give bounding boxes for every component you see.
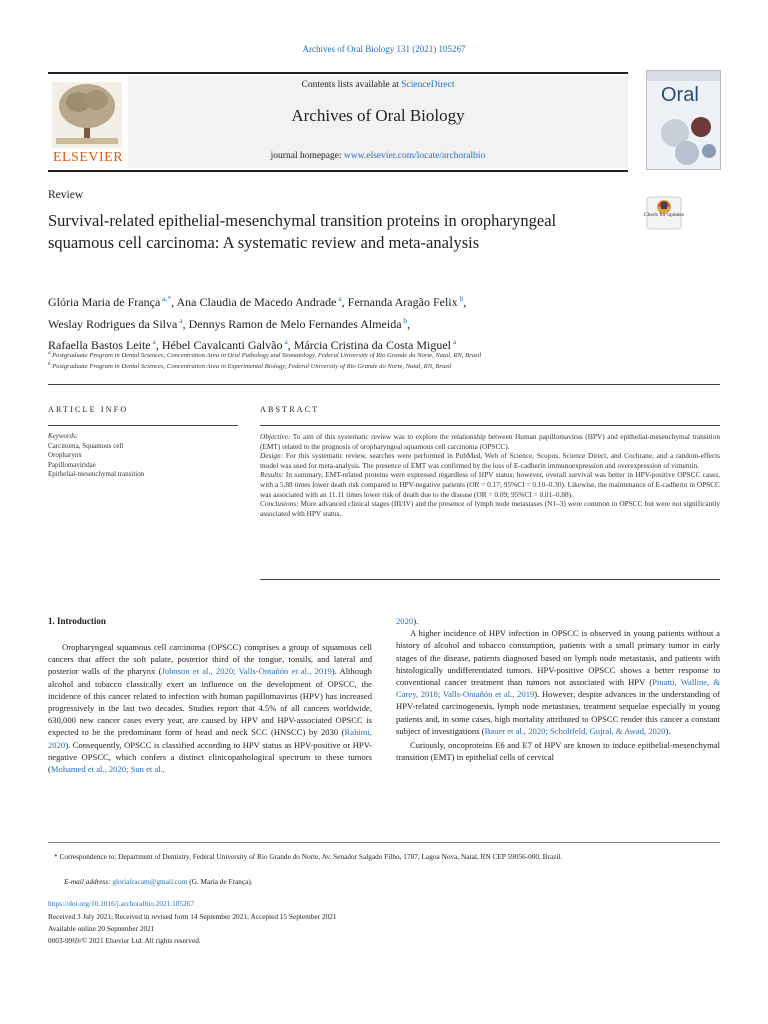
check-for-updates-label[interactable]: Check for updates [643,212,684,218]
author-name: Ana Claudia de Macedo Andrade [176,295,337,309]
author-name: Dennys Ramon de Melo Fernandes Almeida [188,316,402,331]
affiliation-text: Postgraduate Program in Dental Sciences, Concentration Area in Experimental Biology, Federal University of Rio Grande do Norte, Natal, RN, Brazil [52,363,452,371]
citation-link[interactable]: Mohamed et al., 2020; Sun et al., [50,764,165,775]
paragraph-text: ). Consequently, OPSCC is classified according to HPV status as HPV-positive or HPV-negative OPSCC, which confers a distinct clinicopathological spectrum to these tumors ( [48,739,372,775]
abstract-heading: ABSTRACT [260,405,320,414]
citation-tail: ). [413,616,419,626]
journal-title: Archives of Oral Biology [291,106,465,125]
affiliation-marker: b [48,362,51,367]
author-name: Rafaella Bastos Leite [48,338,151,352]
author-list [48,290,708,355]
abstract-bottom-rule [260,579,720,580]
journal-cover-thumbnail[interactable] [646,70,721,170]
author-separator: , [171,295,177,309]
author-name: Weslay Rodrigues da Silva [48,316,178,331]
abstract-body [260,432,720,518]
author-affiliation-marker[interactable]: a [451,337,457,346]
objective-label: Objective: [260,432,291,441]
contents-line [128,80,628,90]
author-line-2 [48,312,708,334]
intro-paragraph-2 [396,627,720,737]
email-suffix: (G. Maria de França). [187,877,253,886]
keyword-item: Carcinoma, Squamous cell [48,441,124,450]
doi-text[interactable]: https://doi.org/10.1016/j.archoralbio.2021.105267 [48,899,194,908]
abstract-design [260,451,720,470]
abstract-objective [260,432,720,451]
keyword-item: Epithelial-mesenchymal transition [48,470,145,478]
received-dates: Received 3 July 2021; Received in revised form 14 September 2021; Accepted 15 September 2021 [48,912,337,921]
author-separator: , [287,338,294,352]
citation-link[interactable]: Rahimi, 2020 [48,727,372,750]
objective-text: To aim of this systematic review was to explore the relationship between Human papillomavirus (HPV) and epithelial-mesenchymal transition (EMT) related to the prognosis of oropharyngeal squamous cell carcinoma (OPSCC). [260,432,720,451]
conclusions-label: Conclusions: [260,499,299,509]
intro-right-column [396,615,720,763]
available-online: Available online 20 September 2021 [48,924,155,933]
paragraph-text: ). [665,725,671,736]
author-name: Glória Maria de França [48,295,161,309]
affiliation-b [48,362,728,370]
paragraph-text: A higher incidence of HPV infection in OPSCC is observed in young patients without a history of alcohol and tobacco consumption, patients with a small primary tumor in early stages of the disease, patients diagnosed based on lymph node metastasis, and patients with histologically undifferentiated tumors. HPV-positive OPSCC shows a better response to conventional cancer treatment than tumors not associated with HPV ( [396,628,720,688]
article-type: Review [48,189,84,201]
affiliation-a [48,351,728,359]
sciencedirect-link[interactable]: ScienceDirect [401,80,455,90]
correspondence-note: * Correspondence to: Department of Dentistry, Federal University of Rio Grande do Norte, Av. Senador Salgado Filho, 1787, Lagoa Nova, Natal, RN CEP 59056-000, Brazil. [54,852,563,861]
abstract-rule [260,425,720,426]
contents-prefix: Contents lists available at [301,80,402,90]
author-line-1 [48,290,708,312]
affiliation-marker: a [48,351,51,356]
homepage-line [128,151,628,161]
header-top-rule [48,72,628,74]
citation-link[interactable]: Johnson et al., 2020; Valls-Ontañón et al., 2019 [161,666,332,677]
results-text: In summary, EMT-related proteins were expressed regardless of HPV status; however, overall survival was better in HPV-positive OPSCC cases, with a 5.88 times lower death risk compared to HPV-negative patients (OR = 0.17; 95%CI = 0.10–0.30). Likewise, the maintenance of E-cadherin in OPSCC was associated with an 11.11 times lower risk of death due to the disease (OR = 0.09; 95%CI = 0.01–0.88). [260,470,720,499]
homepage-link[interactable]: www.elsevier.com/locate/archoralbio [344,151,486,161]
article-info-heading: ARTICLE INFO [48,405,129,414]
footnote-rule [48,842,720,843]
design-label: Design: [260,451,284,461]
affiliation-text: Postgraduate Program in Dental Sciences, Concentration Area in Oral Pathology and Stomatology, Federal University of Rio Grande do Norte, Natal, RN, Brazil [52,352,482,360]
author-separator: , [341,295,348,309]
doi-link[interactable] [48,899,720,909]
abstract-results [260,470,720,499]
email-link[interactable]: gloriafracam@gmail.com [112,877,188,886]
author-affiliation-marker[interactable]: a,* [160,294,172,303]
author-affiliation-marker[interactable]: b [457,294,464,303]
article-title: Survival-related epithelial-mesenchymal transition proteins in oropharyngeal squamous cell carcinoma: A systematic review and meta-analysis [48,211,557,252]
homepage-prefix: journal homepage: [270,151,345,161]
paragraph-text: ). However, despite advances in the understanding of HPV-related carcinogenesis, lymph node metastases, treatment sequelae especially in young patients and, in some cases, high mortality attributed to OPSCC render this cancer a constant subject of investigations ( [396,689,720,736]
author-separator: , [407,316,411,331]
keyword-item: Oropharynx [48,451,82,459]
author-separator: , [182,316,189,331]
paragraph-text: Oropharyngeal squamous cell carcinoma (OPSCC) comprises a group of squamous cell cancers that affect the soft palate, posterior third of the tongue, tonsils, and lateral and posterior walls of the pharynx ( [48,642,372,677]
citation-link[interactable]: Pinatti, Walline, & Carey, 2018; Valls-Ontañón et al., 2019 [396,677,721,700]
intro-paragraph-3: Curiously, oncoproteins E6 and E7 of HPV are known to induce epithelial-mesenchymal transition (EMT) in epithelial cells of cervical [396,740,720,763]
design-text: For this systematic review, searches were performed in PubMed, Web of Science, Scopus, Science Direct, and Cochrane, and a random-effects model was used for meta-analysis. The presence of EMT was confirmed by the loss of E-cadherin immunoexpression and overexpression of vimentin. [260,451,720,470]
author-affiliation-marker[interactable]: b [401,315,408,325]
author-name: Hébel Cavalcanti Galvão [161,338,283,352]
author-name: Fernanda Aragão Felix [347,295,458,309]
email-note [48,877,720,887]
author-affiliation-marker[interactable]: a [282,337,288,346]
intro-left-column [48,641,372,775]
conclusions-text: More advanced clinical stages (III/IV) and the presence of lymph node metastases (N1–3) were common in OPSCC but were not significantly associated with HPV status. [260,499,720,518]
author-separator: , [155,338,162,352]
citation-link[interactable]: 2020 [396,616,414,626]
journal-reference[interactable]: Archives of Oral Biology 131 (2021) 105267 [302,44,466,54]
paragraph-text: ). Although alcohol and tobacco classically exert an influence on the development of OPSCC, the incidence of this cancer related to infection with human papillomavirus (HPV) has increased progressively in the last two decades. Studies report that 4.5% of all cancers worldwide, 630,000 new cancer cases every year, are caused by HPV and HPV-associated OPSCC is expected to be the predominant form of head and neck SCC (HNSCC) by 2030 ( [48,666,372,738]
copyright-line: 0003-9969/© 2021 Elsevier Ltd. All rights reserved. [48,936,201,945]
intro-continued-citation [396,615,720,627]
author-affiliation-marker[interactable]: a [336,294,342,303]
intro-paragraph-1 [48,641,372,775]
author-affiliation-marker[interactable]: a [150,337,156,346]
cover-title: Oral [661,84,699,106]
author-separator: , [463,295,467,309]
article-info-rule [48,425,238,426]
cover-art [647,71,721,170]
section-divider [48,384,720,385]
elsevier-wordmark[interactable]: ELSEVIER [52,150,124,165]
results-label: Results: [260,470,284,480]
section-heading-introduction: 1. Introduction [48,616,106,626]
abstract-conclusions [260,499,720,518]
email-label: E-mail address: [64,877,111,886]
author-name: Márcia Cristina da Costa Miguel [293,338,452,352]
citation-link[interactable]: Bauer et al., 2020; Scholtfeld, Gujral, & Awad, 2020 [484,725,666,736]
header-bottom-rule [48,170,628,172]
keywords-label: Keywords: [48,432,79,440]
keyword-item: Papillomaviridae [48,460,96,469]
keywords-block [48,432,238,480]
author-affiliation-marker[interactable]: a [177,315,183,325]
